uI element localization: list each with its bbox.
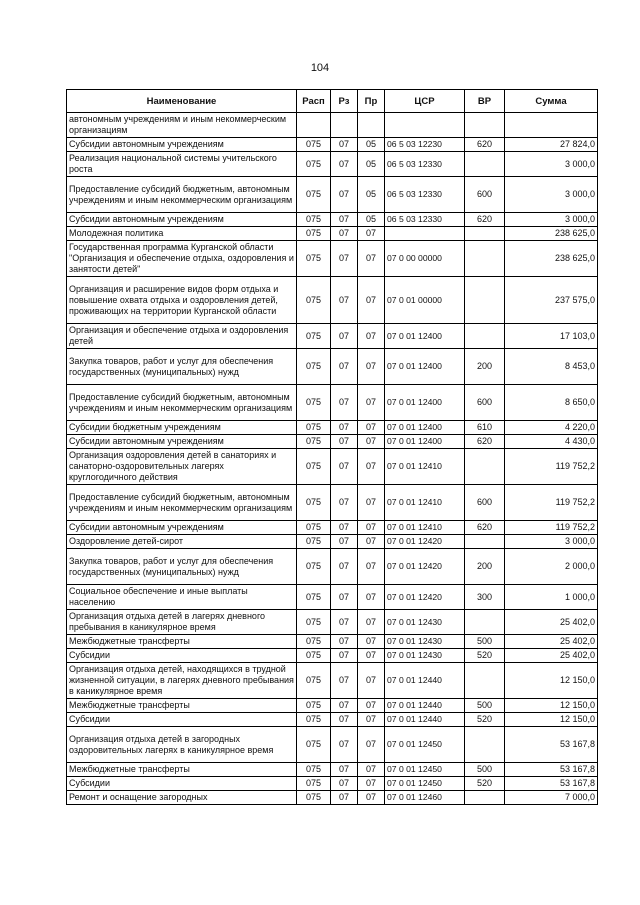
cell-rz: 07 [331,324,358,349]
table-row [67,635,598,649]
cell-pr: 05 [358,138,385,152]
cell-rz [331,113,358,138]
table-row [67,699,598,713]
table-row [67,649,598,663]
cell-vr: 620 [465,521,505,535]
cell-rasp: 075 [297,152,331,177]
cell-rz: 07 [331,713,358,727]
cell-vr: 620 [465,435,505,449]
cell-csr: 07 0 01 12420 [385,535,465,549]
cell-pr: 07 [358,791,385,805]
cell-pr: 07 [358,421,385,435]
cell-name: Закупка товаров, работ и услуг для обеспечения государственных (муниципальных) нужд [67,349,297,385]
header-pr: Пр [358,90,385,113]
cell-csr: 07 0 01 12400 [385,349,465,385]
cell-vr: 610 [465,421,505,435]
table-row [67,449,598,485]
cell-rasp: 075 [297,177,331,213]
cell-name: Субсидии автономным учреждениям [67,213,297,227]
header-rz: Рз [331,90,358,113]
cell-rasp: 075 [297,521,331,535]
cell-name: Субсидии [67,713,297,727]
cell-sum: 238 625,0 [505,241,598,277]
header-vr: ВР [465,90,505,113]
page-number: 104 [310,62,330,74]
cell-vr: 200 [465,549,505,585]
cell-csr: 07 0 01 12400 [385,324,465,349]
cell-vr [465,324,505,349]
cell-pr: 07 [358,385,385,421]
cell-rasp: 075 [297,727,331,763]
cell-vr [465,610,505,635]
cell-vr: 500 [465,635,505,649]
cell-name: Субсидии автономным учреждениям [67,435,297,449]
cell-rasp: 075 [297,699,331,713]
table-row [67,585,598,610]
cell-csr: 06 5 03 12230 [385,138,465,152]
table-row [67,113,598,138]
cell-name: Организация и обеспечение отдыха и оздоровления детей [67,324,297,349]
cell-csr: 07 0 00 00000 [385,241,465,277]
cell-rasp: 075 [297,435,331,449]
cell-name: Реализация национальной системы учительского роста [67,152,297,177]
cell-vr: 500 [465,763,505,777]
cell-pr: 07 [358,241,385,277]
cell-rasp: 075 [297,421,331,435]
cell-csr: 07 0 01 00000 [385,277,465,324]
cell-csr: 07 0 01 12400 [385,435,465,449]
cell-vr [465,535,505,549]
header-name: Наименование [67,90,297,113]
cell-vr [465,227,505,241]
cell-rasp: 075 [297,635,331,649]
cell-vr [465,241,505,277]
cell-sum: 4 430,0 [505,435,598,449]
cell-pr: 05 [358,152,385,177]
cell-rz: 07 [331,385,358,421]
cell-rasp: 075 [297,349,331,385]
table-row [67,241,598,277]
cell-csr [385,113,465,138]
cell-sum: 25 402,0 [505,649,598,663]
cell-csr: 06 5 03 12330 [385,152,465,177]
cell-pr: 07 [358,585,385,610]
cell-csr: 07 0 01 12450 [385,777,465,791]
cell-sum: 53 167,8 [505,777,598,791]
cell-pr [358,113,385,138]
cell-rz: 07 [331,241,358,277]
cell-vr: 600 [465,485,505,521]
cell-name: Организация оздоровления детей в санаториях и санаторно-оздоровительных лагерях круглогодичного действия [67,449,297,485]
cell-sum: 238 625,0 [505,227,598,241]
cell-sum: 17 103,0 [505,324,598,349]
cell-rasp: 075 [297,663,331,699]
cell-sum: 2 000,0 [505,549,598,585]
header-sum: Сумма [505,90,598,113]
budget-table [66,89,598,805]
cell-rz: 07 [331,610,358,635]
cell-pr: 07 [358,521,385,535]
cell-sum: 53 167,8 [505,763,598,777]
cell-rz: 07 [331,727,358,763]
table-row [67,421,598,435]
cell-sum [505,113,598,138]
cell-rz: 07 [331,585,358,610]
cell-vr [465,277,505,324]
cell-vr: 300 [465,585,505,610]
cell-rz: 07 [331,699,358,713]
table-row [67,227,598,241]
table-row [67,535,598,549]
table-row [67,152,598,177]
cell-name: Предоставление субсидий бюджетным, автономным учреждениям и иным некоммерческим организациям [67,177,297,213]
table-row [67,277,598,324]
cell-rz: 07 [331,435,358,449]
cell-name: Субсидии [67,649,297,663]
cell-name: Закупка товаров, работ и услуг для обеспечения государственных (муниципальных) нужд [67,549,297,585]
cell-pr: 07 [358,699,385,713]
cell-sum: 12 150,0 [505,663,598,699]
cell-rz: 07 [331,777,358,791]
cell-sum: 7 000,0 [505,791,598,805]
cell-sum: 1 000,0 [505,585,598,610]
cell-csr: 07 0 01 12410 [385,521,465,535]
cell-csr: 06 5 03 12330 [385,177,465,213]
cell-csr: 06 5 03 12330 [385,213,465,227]
cell-name: Субсидии [67,777,297,791]
cell-vr: 620 [465,213,505,227]
cell-name: Межбюджетные трансферты [67,699,297,713]
table-row [67,349,598,385]
cell-sum: 4 220,0 [505,421,598,435]
cell-sum: 12 150,0 [505,699,598,713]
cell-name: Организация отдыха детей в загородных оздоровительных лагерях в каникулярное время [67,727,297,763]
table-row [67,791,598,805]
cell-vr [465,152,505,177]
cell-csr: 07 0 01 12460 [385,791,465,805]
cell-rz: 07 [331,521,358,535]
cell-pr: 07 [358,635,385,649]
table-row [67,777,598,791]
table-row [67,713,598,727]
cell-rz: 07 [331,649,358,663]
header-csr: ЦСР [385,90,465,113]
cell-rasp: 075 [297,241,331,277]
cell-name: Субсидии бюджетным учреждениям [67,421,297,435]
table-row [67,763,598,777]
cell-name: Ремонт и оснащение загородных [67,791,297,805]
cell-rz: 07 [331,138,358,152]
cell-csr: 07 0 01 12440 [385,699,465,713]
cell-csr: 07 0 01 12420 [385,585,465,610]
cell-rasp: 075 [297,777,331,791]
table-row [67,324,598,349]
cell-name: Социальное обеспечение и иные выплаты населению [67,585,297,610]
cell-pr: 07 [358,777,385,791]
cell-sum: 237 575,0 [505,277,598,324]
cell-pr: 07 [358,485,385,521]
cell-vr: 500 [465,699,505,713]
cell-csr: 07 0 01 12450 [385,727,465,763]
cell-csr: 07 0 01 12410 [385,485,465,521]
cell-sum: 3 000,0 [505,535,598,549]
cell-name: Субсидии автономным учреждениям [67,521,297,535]
cell-rasp: 075 [297,449,331,485]
table-row [67,549,598,585]
cell-vr: 520 [465,649,505,663]
cell-rasp: 075 [297,610,331,635]
cell-pr: 05 [358,177,385,213]
cell-rasp: 075 [297,385,331,421]
header-row [67,90,598,113]
cell-vr [465,113,505,138]
cell-pr: 07 [358,663,385,699]
cell-rz: 07 [331,549,358,585]
cell-rasp: 075 [297,713,331,727]
cell-pr: 07 [358,449,385,485]
cell-pr: 07 [358,435,385,449]
cell-csr: 07 0 01 12450 [385,763,465,777]
cell-sum: 8 650,0 [505,385,598,421]
cell-name: Оздоровление детей-сирот [67,535,297,549]
cell-rz: 07 [331,277,358,324]
cell-csr: 07 0 01 12400 [385,385,465,421]
cell-rz: 07 [331,635,358,649]
table-row [67,610,598,635]
cell-sum: 53 167,8 [505,727,598,763]
cell-rz: 07 [331,791,358,805]
table-row [67,727,598,763]
cell-name: Организация отдыха детей в лагерях дневного пребывания в каникулярное время [67,610,297,635]
cell-vr [465,449,505,485]
cell-rasp: 075 [297,277,331,324]
cell-name: автономным учреждениям и иным некоммерческим организациям [67,113,297,138]
cell-pr: 07 [358,610,385,635]
cell-name: Организация и расширение видов форм отдыха и повышение охвата отдыха и оздоровления детей, проживающих на территории Курганской области [67,277,297,324]
table-row [67,521,598,535]
cell-sum: 3 000,0 [505,152,598,177]
cell-rz: 07 [331,535,358,549]
cell-pr: 07 [358,713,385,727]
table-row [67,435,598,449]
cell-sum: 25 402,0 [505,610,598,635]
cell-csr: 07 0 01 12440 [385,713,465,727]
cell-pr: 07 [358,763,385,777]
cell-rasp: 075 [297,485,331,521]
cell-rz: 07 [331,227,358,241]
cell-sum: 119 752,2 [505,449,598,485]
cell-rasp: 075 [297,585,331,610]
header-rasp: Расп [297,90,331,113]
cell-rz: 07 [331,485,358,521]
cell-csr [385,227,465,241]
table-row [67,663,598,699]
cell-sum: 119 752,2 [505,485,598,521]
cell-csr: 07 0 01 12420 [385,549,465,585]
cell-vr: 600 [465,177,505,213]
cell-csr: 07 0 01 12430 [385,649,465,663]
cell-pr: 07 [358,324,385,349]
cell-pr: 07 [358,277,385,324]
cell-name: Межбюджетные трансферты [67,635,297,649]
cell-pr: 07 [358,349,385,385]
cell-rz: 07 [331,449,358,485]
cell-vr: 200 [465,349,505,385]
cell-vr [465,727,505,763]
cell-sum: 12 150,0 [505,713,598,727]
cell-rz: 07 [331,213,358,227]
cell-rz: 07 [331,349,358,385]
cell-pr: 05 [358,213,385,227]
cell-rz: 07 [331,152,358,177]
table-row [67,138,598,152]
cell-vr: 600 [465,385,505,421]
cell-rasp: 075 [297,763,331,777]
cell-name: Межбюджетные трансферты [67,763,297,777]
cell-rasp [297,113,331,138]
cell-rasp: 075 [297,549,331,585]
cell-sum: 3 000,0 [505,213,598,227]
cell-csr: 07 0 01 12410 [385,449,465,485]
table-row [67,485,598,521]
cell-name: Государственная программа Курганской области "Организация и обеспечение отдыха, оздоровления и занятости детей" [67,241,297,277]
table-row [67,213,598,227]
cell-vr: 520 [465,713,505,727]
cell-rz: 07 [331,421,358,435]
cell-vr [465,663,505,699]
cell-pr: 07 [358,227,385,241]
cell-rasp: 075 [297,138,331,152]
cell-rz: 07 [331,663,358,699]
cell-rasp: 075 [297,324,331,349]
cell-sum: 3 000,0 [505,177,598,213]
cell-sum: 25 402,0 [505,635,598,649]
cell-pr: 07 [358,535,385,549]
cell-name: Субсидии автономным учреждениям [67,138,297,152]
cell-csr: 07 0 01 12430 [385,610,465,635]
cell-rasp: 075 [297,213,331,227]
table-row [67,385,598,421]
cell-rasp: 075 [297,791,331,805]
cell-rasp: 075 [297,649,331,663]
cell-csr: 07 0 01 12440 [385,663,465,699]
cell-rasp: 075 [297,535,331,549]
cell-vr: 620 [465,138,505,152]
cell-rasp: 075 [297,227,331,241]
cell-pr: 07 [358,727,385,763]
cell-name: Предоставление субсидий бюджетным, автономным учреждениям и иным некоммерческим организациям [67,485,297,521]
cell-csr: 07 0 01 12400 [385,421,465,435]
cell-sum: 27 824,0 [505,138,598,152]
cell-sum: 8 453,0 [505,349,598,385]
cell-name: Предоставление субсидий бюджетным, автономным учреждениям и иным некоммерческим организациям [67,385,297,421]
cell-csr: 07 0 01 12430 [385,635,465,649]
cell-rz: 07 [331,177,358,213]
cell-rz: 07 [331,763,358,777]
cell-pr: 07 [358,549,385,585]
cell-pr: 07 [358,649,385,663]
table-row [67,177,598,213]
cell-sum: 119 752,2 [505,521,598,535]
cell-vr [465,791,505,805]
cell-name: Молодежная политика [67,227,297,241]
cell-name: Организация отдыха детей, находящихся в трудной жизненной ситуации, в лагерях дневного пребывания в каникулярное время [67,663,297,699]
cell-vr: 520 [465,777,505,791]
